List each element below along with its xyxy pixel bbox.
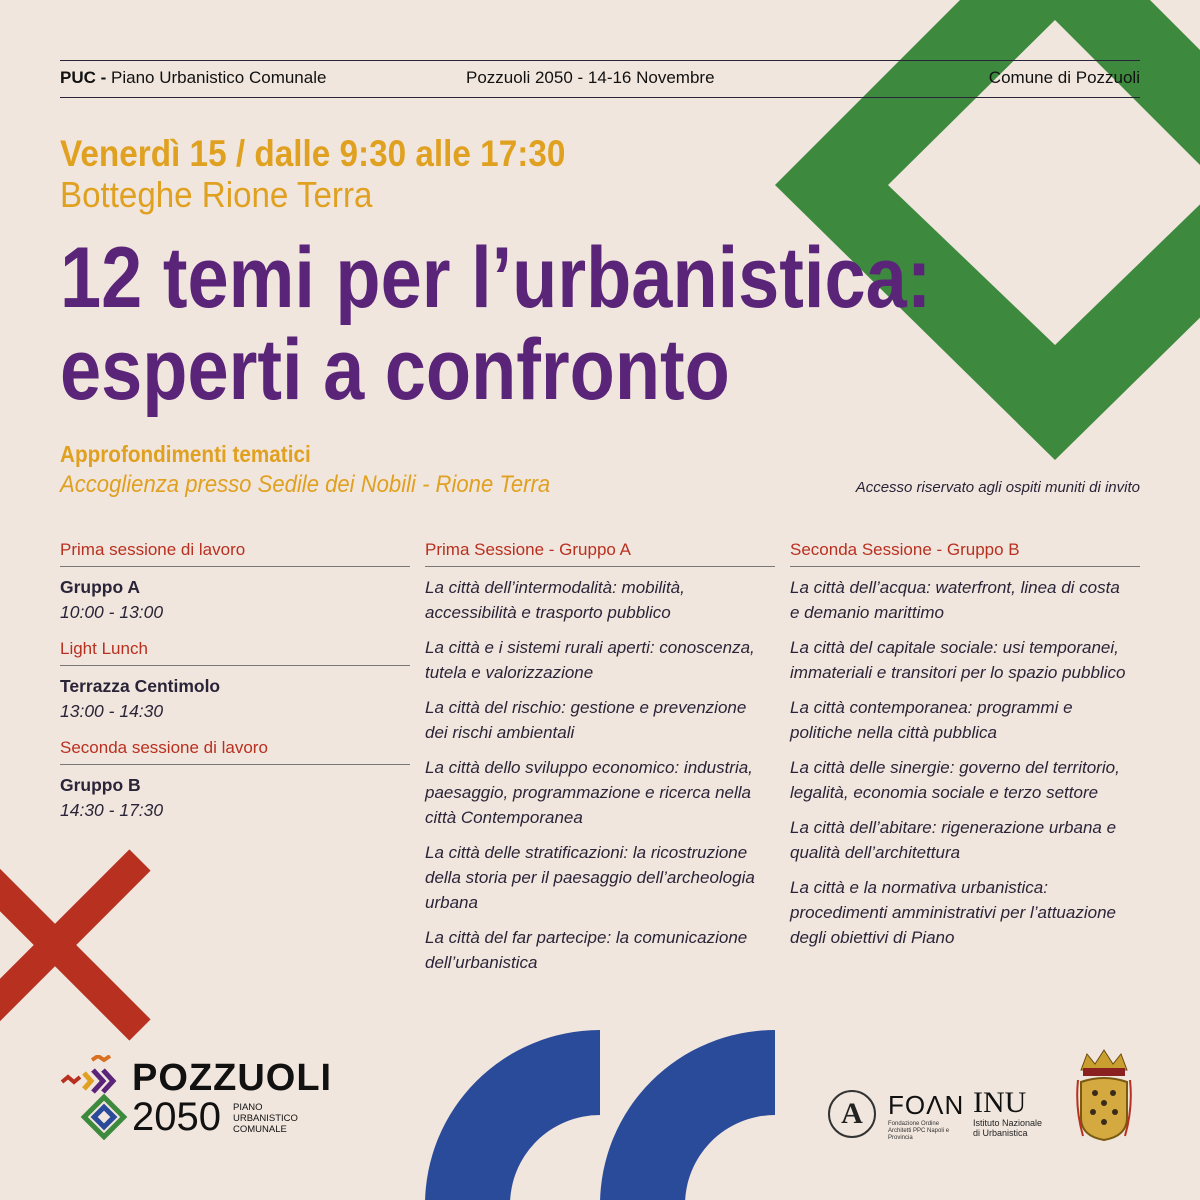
topic-item: La città dello sviluppo economico: industria, paesaggio, programmazione e ricerca nella città Contemporanea xyxy=(425,758,753,827)
foan-logo: FOΛN Fondazione Ordine Architetti PPC Napoli e Provincia xyxy=(888,1090,965,1141)
logo-year: 2050 xyxy=(132,1095,221,1139)
topic-item: La città del rischio: gestione e prevenzione dei rischi ambientali xyxy=(425,698,747,742)
topic-item: La città dell’acqua: waterfront, linea di costa e demanio marittimo xyxy=(790,578,1120,622)
header-right: Comune di Pozzuoli xyxy=(988,68,1140,87)
topic-item: La città delle sinergie: governo del territorio, legalità, economia sociale e terzo settore xyxy=(790,758,1120,802)
schedule-item: Seconda sessione di lavoro Gruppo B 14:30 - 17:30 xyxy=(60,738,410,823)
subtitle: Approfondimenti tematici xyxy=(60,441,311,467)
topic-item: La città dell’abitare: rigenerazione urbana e qualità dell’architettura xyxy=(790,818,1117,862)
logo-mark-icon xyxy=(60,1055,132,1140)
divider xyxy=(60,97,1140,98)
event-date: Venerdì 15 / dalle 9:30 alle 17:30 xyxy=(60,133,566,174)
logo-subtitle: PIANO URBANISTICO COMUNALE xyxy=(233,1102,298,1135)
page-title: 12 temi per l’urbanistica: esperti a confronto xyxy=(60,230,932,418)
header-center: Pozzuoli 2050 - 14-16 Novembre xyxy=(466,68,715,87)
schedule-column xyxy=(60,540,410,837)
coat-of-arms-icon xyxy=(1075,1048,1133,1143)
schedule-item: Light Lunch Terrazza Centimolo 13:00 - 14:30 xyxy=(60,639,410,724)
topic-item: La città del far partecipe: la comunicazione dell’urbanistica xyxy=(425,928,748,972)
blue-arc-decoration xyxy=(600,1030,775,1200)
access-note: Accesso riservato agli ospiti muniti di invito xyxy=(855,479,1140,496)
group-b-column: Seconda Sessione - Gruppo B La città dell’acqua: waterfront, linea di costa e demanio marittimo La città del capitale sociale: usi temporanei, immateriali e transitori per lo spazio pubblico La città contemporanea: programmi e politiche nella città pubblica La città delle sinergie: governo del territorio, legalità, economia sociale e terzo settore La città dell’abitare: rigenerazione urbana e qualità dell’architettura La città e la normativa urbanistica: procedimenti amministrativi per l’attuazione degli obiettivi di Piano xyxy=(790,540,1140,960)
divider xyxy=(60,60,1140,61)
inu-logo: INU Istituto Nazionale di Urbanistica xyxy=(973,1086,1043,1138)
topic-item: La città e la normativa urbanistica: procedimenti amministrativi per l’attuazione degli obiettivi di Piano xyxy=(790,878,1116,947)
blue-arc-decoration xyxy=(425,1030,600,1200)
header-left: PUC - Piano Urbanistico Comunale xyxy=(60,68,327,87)
topic-item: La città dell’intermodalità: mobilità, accessibilità e trasporto pubblico xyxy=(425,578,685,622)
event-venue: Botteghe Rione Terra xyxy=(60,174,373,215)
logo-name: POZZUOLI xyxy=(132,1057,333,1099)
pozzuoli-2050-logo xyxy=(60,1055,333,1140)
group-a-column: Prima Sessione - Gruppo A La città dell’intermodalità: mobilità, accessibilità e trasporto pubblico La città e i sistemi rurali aperti: conoscenza, tutela e valorizzazione La città del rischio: gestione e prevenzione dei rischi ambientali La città dello sviluppo economico: industria, paesaggio, programmazione e ricerca nella città Contemporanea La città delle stratificazioni: la ricostruzione della storia per il paesaggio dell’archeologia urbana La città del far partecipe: la comunicazione dell’urbanistica xyxy=(425,540,775,985)
topic-item: La città contemporanea: programmi e politiche nella città pubblica xyxy=(790,698,1073,742)
topic-item: La città delle stratificazioni: la ricostruzione della storia per il paesaggio dell’archeologia urbana xyxy=(425,843,755,912)
topic-item: La città del capitale sociale: usi temporanei, immateriali e transitori per lo spazio pubblico xyxy=(790,638,1126,682)
architects-order-logo: A xyxy=(828,1090,876,1138)
topic-item: La città e i sistemi rurali aperti: conoscenza, tutela e valorizzazione xyxy=(425,638,755,682)
schedule-item: Prima sessione di lavoro Gruppo A 10:00 - 13:00 xyxy=(60,540,410,625)
reception-note: Accoglienza presso Sedile dei Nobili - Rione Terra xyxy=(60,471,551,498)
